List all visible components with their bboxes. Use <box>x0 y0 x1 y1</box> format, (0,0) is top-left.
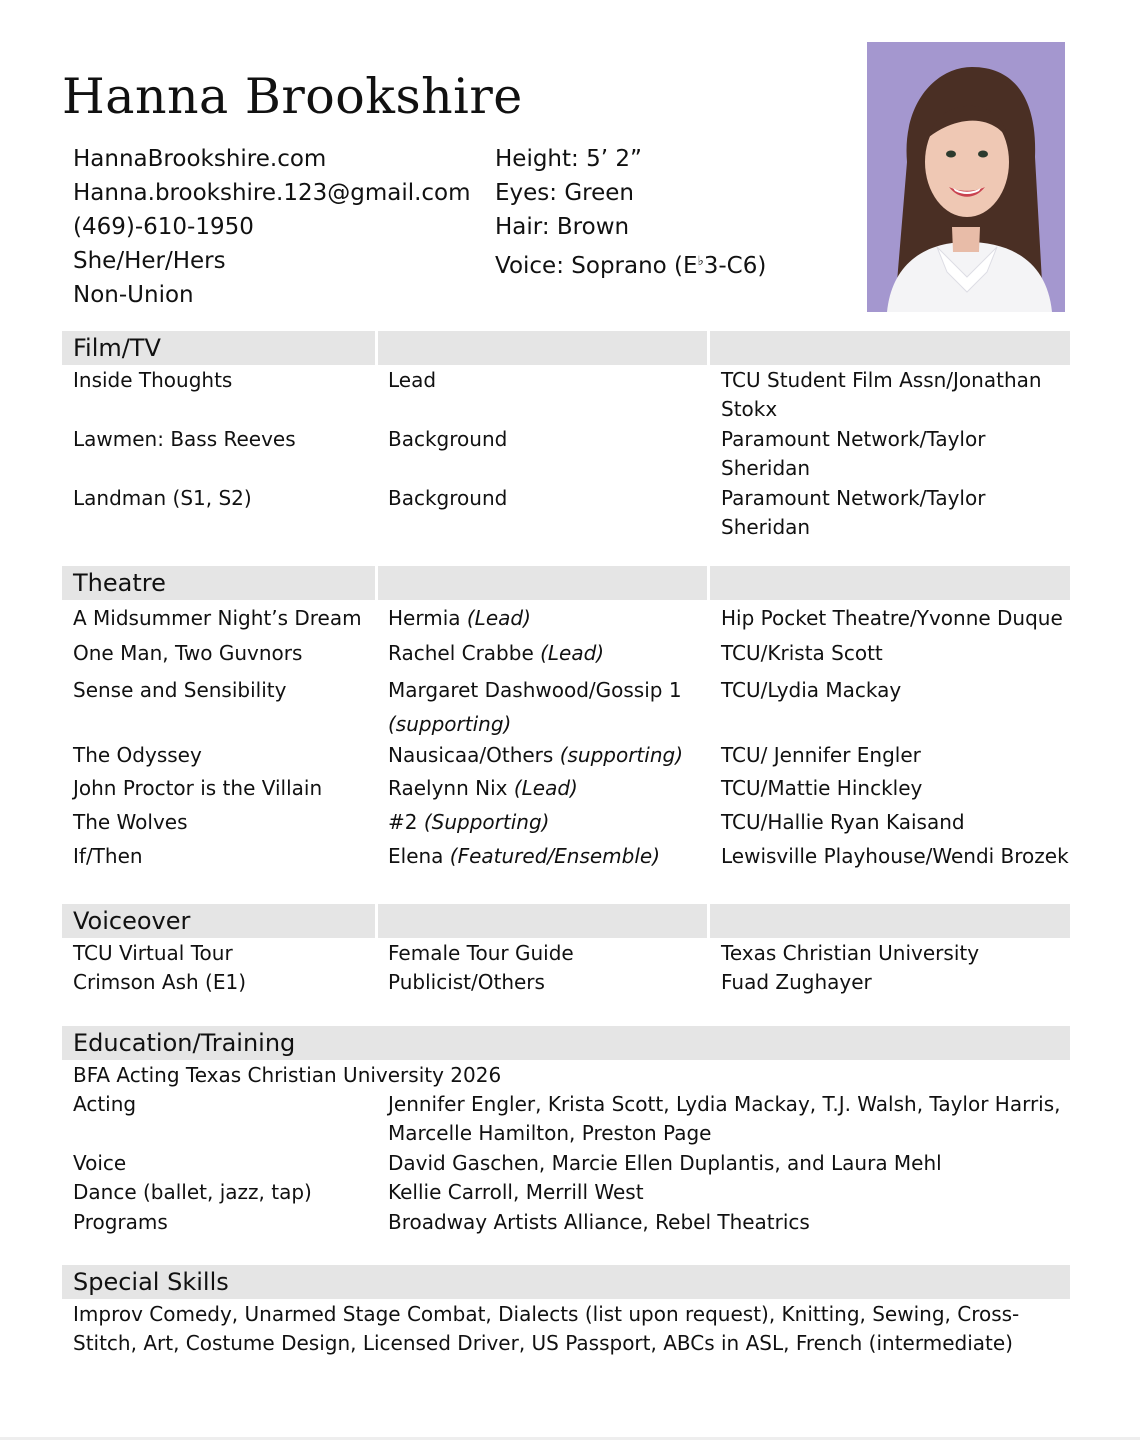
training-area: Voice <box>73 1151 127 1175</box>
section-title: Voiceover <box>73 907 191 935</box>
section-title: Special Skills <box>73 1268 229 1296</box>
credit-title: TCU Virtual Tour <box>73 941 233 965</box>
training-area: Acting <box>73 1092 137 1116</box>
resume-name: Hanna Brookshire <box>62 68 523 125</box>
credit-company: TCU/Lydia Mackay <box>721 678 902 702</box>
training-teachers: Jennifer Engler, Krista Scott, Lydia Mackay, T.J. Walsh, Taylor Harris, Marcelle Hamilton, Preston Page <box>388 1092 1061 1145</box>
credit-role <box>388 639 708 668</box>
credit-title: John Proctor is the Villain <box>73 776 323 800</box>
role-name: Margaret Dashwood/Gossip 1 <box>388 678 682 702</box>
role-note: (Lead) <box>466 606 531 630</box>
credit-title: The Wolves <box>73 810 188 834</box>
role-name: Rachel Crabbe <box>388 641 541 665</box>
headshot-illustration <box>867 42 1065 312</box>
credit-role <box>388 774 708 803</box>
credit-company: TCU/Krista Scott <box>721 641 883 665</box>
credit-company: Texas Christian University <box>721 941 980 965</box>
section-film-tv <box>62 331 1070 365</box>
section-title: Education/Training <box>73 1029 296 1057</box>
section-skills <box>62 1265 1070 1299</box>
page-bottom-edge <box>0 1437 1140 1440</box>
eyes-stat: Eyes: Green <box>495 180 634 206</box>
credit-title: If/Then <box>73 844 143 868</box>
voice-stat <box>495 249 766 287</box>
credit-role: Lead <box>388 368 437 392</box>
website-link[interactable]: HannaBrookshire.com <box>73 146 327 172</box>
credit-role <box>388 604 708 633</box>
role-note: (Supporting) <box>423 810 550 834</box>
role-name: Nausicaa/Others <box>388 743 560 767</box>
section-divider <box>375 331 378 365</box>
credit-role: Background <box>388 486 508 510</box>
stats-block <box>495 142 766 287</box>
credit-title: One Man, Two Guvnors <box>73 641 303 665</box>
section-divider <box>375 904 378 938</box>
role-note: (Lead) <box>540 641 605 665</box>
section-divider <box>707 904 710 938</box>
headshot-photo <box>867 42 1065 312</box>
training-teachers: Broadway Artists Alliance, Rebel Theatrics <box>388 1210 810 1234</box>
pronouns: She/Her/Hers <box>73 248 226 274</box>
credit-title: A Midsummer Night’s Dream <box>73 606 362 630</box>
training-teachers: Kellie Carroll, Merrill West <box>388 1180 644 1204</box>
role-name: Elena <box>388 844 450 868</box>
section-theatre <box>62 566 1070 600</box>
credit-company: Hip Pocket Theatre/Yvonne Duque <box>721 606 1063 630</box>
credit-company: TCU Student Film Assn/Jonathan Stokx <box>721 368 1042 421</box>
role-name: Hermia <box>388 606 467 630</box>
phone-number: (469)-610-1950 <box>73 214 254 240</box>
contact-block <box>73 142 471 312</box>
hair-stat: Hair: Brown <box>495 214 630 240</box>
voice-suffix: 3-C6) <box>703 253 767 279</box>
section-divider <box>375 566 378 600</box>
training-teachers: David Gaschen, Marcie Ellen Duplantis, and Laura Mehl <box>388 1151 942 1175</box>
section-divider <box>707 566 710 600</box>
credit-title: The Odyssey <box>73 743 202 767</box>
flat-symbol: ♭ <box>697 254 704 269</box>
training-area: Programs <box>73 1210 168 1234</box>
email-link[interactable]: Hanna.brookshire.123@gmail.com <box>73 180 471 206</box>
role-note: (supporting) <box>559 743 684 767</box>
role-note: (Featured/Ensemble) <box>449 844 661 868</box>
credit-role <box>388 842 708 871</box>
credit-role <box>388 808 708 837</box>
credit-title: Lawmen: Bass Reeves <box>73 427 296 451</box>
union-status: Non-Union <box>73 282 194 308</box>
section-education <box>62 1026 1070 1060</box>
role-note: (supporting) <box>388 712 512 736</box>
credit-title: Inside Thoughts <box>73 368 233 392</box>
section-title: Theatre <box>73 569 166 597</box>
credit-title: Crimson Ash (E1) <box>73 970 247 994</box>
credit-company: Paramount Network/Taylor Sheridan <box>721 427 986 480</box>
credit-company: Paramount Network/Taylor Sheridan <box>721 486 986 539</box>
credit-title: Landman (S1, S2) <box>73 486 252 510</box>
voice-prefix: Voice: Soprano (E <box>495 253 698 279</box>
role-name: #2 <box>388 810 424 834</box>
credit-company: TCU/ Jennifer Engler <box>721 743 921 767</box>
credit-role <box>388 673 688 741</box>
credit-role: Background <box>388 427 508 451</box>
credit-company: TCU/Hallie Ryan Kaisand <box>721 810 965 834</box>
credit-company: TCU/Mattie Hinckley <box>721 776 923 800</box>
role-name: Raelynn Nix <box>388 776 514 800</box>
role-note: (Lead) <box>513 776 578 800</box>
credit-role: Publicist/Others <box>388 970 545 994</box>
skills-text: Improv Comedy, Unarmed Stage Combat, Dialects (list upon request), Knitting, Sewing, Cross-Stitch, Art, Costume Design, Licensed Driver, US Passport, ABCs in ASL, French (intermediate) <box>73 1302 1020 1355</box>
credit-role <box>388 741 708 770</box>
credit-company: Fuad Zughayer <box>721 970 872 994</box>
section-divider <box>707 331 710 365</box>
credit-role: Female Tour Guide <box>388 941 574 965</box>
degree: BFA Acting Texas Christian University 2026 <box>73 1063 502 1087</box>
training-area: Dance (ballet, jazz, tap) <box>73 1180 312 1204</box>
height-stat: Height: 5’ 2” <box>495 146 642 172</box>
section-voiceover <box>62 904 1070 938</box>
credit-company: Lewisville Playhouse/Wendi Brozek <box>721 844 1069 868</box>
credit-title: Sense and Sensibility <box>73 678 287 702</box>
section-title: Film/TV <box>73 334 161 362</box>
